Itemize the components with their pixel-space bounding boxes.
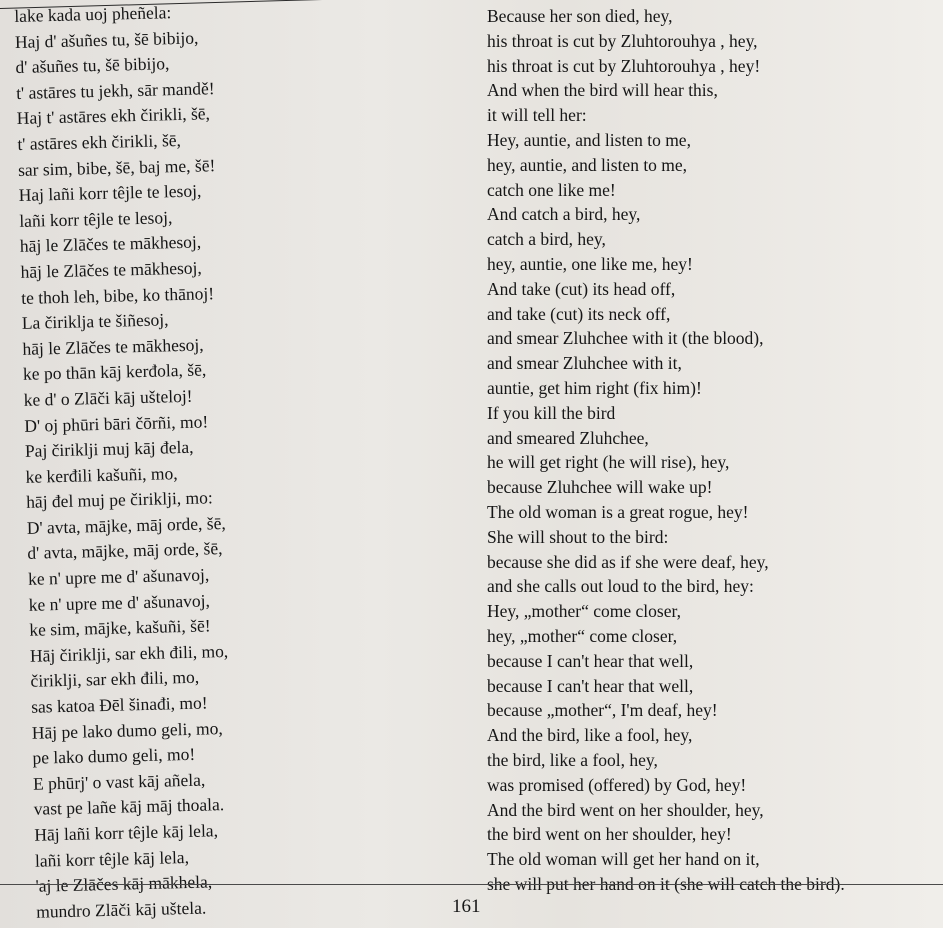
- original-verse-line: Hāj lañi korr têjle kāj lela,: [34, 820, 219, 845]
- original-verse-line: ke d' o Zlāči kāj ušteloj!: [23, 385, 193, 410]
- original-verse-line: ke n' upre me d' ašunavoj,: [27, 564, 210, 589]
- translation-verse-line: because Zluhchee will wake up!: [487, 477, 713, 498]
- translation-verse-line: catch one like me!: [487, 179, 616, 200]
- original-verse-line: pe lako dumo geli, mo!: [32, 744, 196, 768]
- translation-verse-line: it will tell her:: [487, 105, 587, 126]
- original-verse-line: lañi korr têjle kāj lela,: [34, 846, 190, 871]
- original-verse-line: ke sim, mājke, kašuñi, šē!: [29, 615, 211, 641]
- translation-verse-line: and smear Zluhchee with it (the blood),: [487, 328, 764, 349]
- translation-verse-line: and she calls out loud to the bird, hey:: [487, 576, 754, 597]
- translation-verse-line: Hey, „mother“ come closer,: [487, 601, 681, 622]
- original-verse-line: ke n' upre me d' ašunavoj,: [28, 590, 211, 615]
- original-verse-line: sas katoa Đēl šinađi, mo!: [30, 692, 208, 717]
- original-verse-line: čiriklji, sar ekh đili, mo,: [30, 667, 200, 692]
- original-verse-line: ke po thān kāj kerđola, šē,: [22, 359, 207, 385]
- original-verse-line: hāj le Zlāčes te mākhesoj,: [20, 257, 202, 282]
- original-verse-line: mundro Zlāči kāj uštela.: [35, 897, 207, 922]
- original-verse-line: d' ašuñes tu, šē bibijo,: [15, 53, 170, 78]
- translation-verse-line: catch a bird, hey,: [487, 229, 606, 250]
- translation-verse-line: because she did as if she were deaf, hey,: [487, 551, 769, 572]
- translation-verse-line: he will get right (he will rise), hey,: [487, 452, 730, 473]
- original-language-column: [14, 0, 481, 925]
- translation-verse-line: was promised (offered) by God, hey!: [487, 774, 747, 795]
- bottom-rule: [0, 884, 943, 885]
- page-number: 161: [452, 896, 481, 917]
- original-verse-line: hāj le Zlāčes te mākhesoj,: [22, 334, 204, 359]
- original-verse-line: Hāj čiriklji, sar ekh đili, mo,: [29, 640, 229, 666]
- translation-verse-line: hey, „mother“ come closer,: [487, 625, 678, 646]
- original-verse-line: E phūrj' o vast kāj añela,: [32, 769, 206, 794]
- original-verse-line: hāj le Zlāčes te mākhesoj,: [19, 231, 202, 257]
- translation-verse-line: hey, auntie, and listen to me,: [487, 154, 688, 175]
- translation-verse-line: hey, auntie, one like me, hey!: [487, 253, 693, 274]
- translation-verse-line: auntie, get him right (fix him)!: [487, 377, 702, 398]
- original-verse-line: D' oj phūri bāri čōrñi, mo!: [24, 410, 209, 436]
- translation-verse-line: She will shout to the bird:: [487, 526, 669, 547]
- original-verse-line: lañi korr têjle te lesoj,: [19, 206, 173, 231]
- original-verse-line: Haj lañi korr têjle te lesoj,: [18, 180, 202, 206]
- original-verse-line: vast pe lañe kāj māj thoala.: [33, 794, 225, 820]
- original-verse-line: D' avta, mājke, māj orde, šē,: [26, 512, 226, 538]
- original-verse-line: Haj d' ašuñes tu, šē bibijo,: [14, 27, 199, 52]
- original-verse-line: Paj čiriklji muj kāj đela,: [24, 436, 194, 461]
- original-verse-line: d' avta, mājke, māj orde, šē,: [27, 538, 223, 564]
- translation-verse-line: And the bird went on her shoulder, hey,: [487, 799, 764, 820]
- translation-verse-line: the bird went on her shoulder, hey!: [487, 824, 732, 845]
- translation-verse-line: she will put her hand on it (she will catch the bird).: [487, 873, 845, 894]
- translation-verse-line: because I can't hear that well,: [487, 675, 694, 696]
- translation-verse-line: Because her son died, hey,: [487, 6, 673, 26]
- translation-verse-line: And the bird, like a fool, hey,: [487, 725, 693, 746]
- original-verse-line: Haj t' astāres ekh čirikli, šē,: [16, 103, 211, 129]
- translation-verse-line: And when the bird will hear this,: [487, 80, 718, 101]
- translation-verse-line: And take (cut) its head off,: [487, 278, 676, 299]
- translation-verse-line: and take (cut) its neck off,: [487, 303, 671, 324]
- original-verse-line: hāj đel muj pe čiriklji, mo:: [25, 487, 214, 513]
- translation-verse-line: and smeared Zluhchee,: [487, 427, 649, 448]
- translation-verse-line: Hey, auntie, and listen to me,: [487, 129, 691, 150]
- translation-verse-line: his throat is cut by Zluhtorouhya , hey!: [487, 55, 761, 76]
- translation-verse-line: The old woman will get her hand on it,: [487, 849, 760, 870]
- english-translation-column: [487, 4, 942, 897]
- translation-verse-line: and smear Zluhchee with it,: [487, 353, 682, 374]
- translation-verse-line: And catch a bird, hey,: [487, 204, 641, 225]
- original-verse-line: Hāj pe lako dumo geli, mo,: [31, 717, 224, 743]
- original-verse-line: t' astāres tu jekh, sār mandě!: [15, 77, 215, 103]
- translation-verse-line: his throat is cut by Zluhtorouhya , hey,: [487, 30, 758, 51]
- translation-verse-line: The old woman is a great rogue, hey!: [487, 501, 749, 522]
- original-verse-line: La čiriklja te šiñesoj,: [21, 309, 169, 334]
- translation-verse-line: because I can't hear that well,: [487, 650, 694, 671]
- translation-verse-line: If you kill the bird: [487, 402, 616, 423]
- original-verse-line: ke kerđili kašuñi, mo,: [25, 462, 178, 487]
- original-verse-line: t' astāres ekh čirikli, šē,: [17, 129, 182, 154]
- original-verse-line: lake kada uoj pheñela:: [14, 2, 172, 26]
- translation-verse-line: because „mother“, I'm deaf, hey!: [487, 700, 718, 721]
- original-verse-line: te thoh leh, bibe, ko thānoj!: [20, 282, 215, 308]
- translation-verse-line: the bird, like a fool, hey,: [487, 749, 658, 770]
- original-verse-line: 'aj le Zlāčes kāj mākhela,: [35, 871, 213, 896]
- original-verse-line: sar sim, bibe, šē, baj me, šē!: [17, 154, 216, 180]
